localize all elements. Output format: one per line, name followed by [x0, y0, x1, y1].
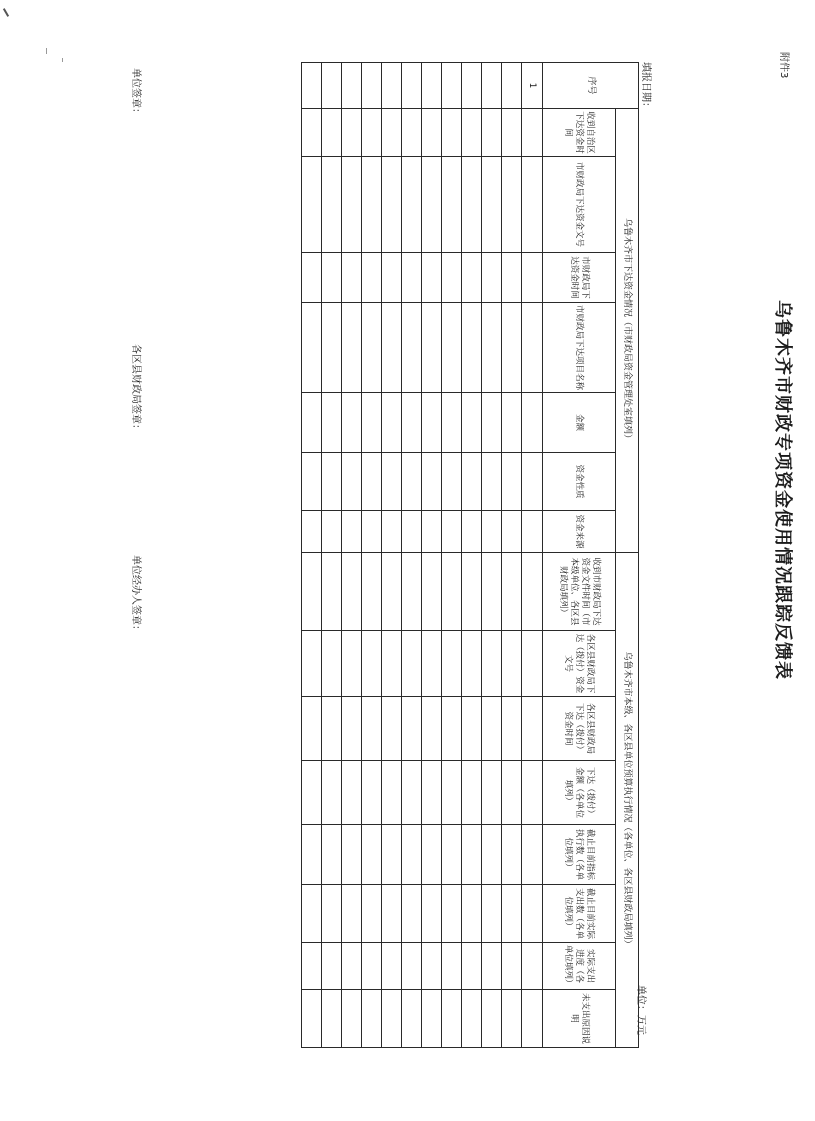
- table-cell[interactable]: [362, 943, 382, 990]
- unit-seal-label: 单位签章：: [130, 68, 141, 118]
- table-cell[interactable]: [462, 393, 482, 453]
- table-cell[interactable]: [362, 303, 382, 393]
- table-cell[interactable]: [502, 303, 522, 393]
- table-cell[interactable]: [362, 697, 382, 761]
- table-cell[interactable]: [482, 253, 502, 303]
- attachment-label: 附件3: [778, 52, 789, 79]
- table-cell[interactable]: [462, 109, 482, 157]
- table-cell[interactable]: [422, 631, 442, 697]
- table-cell[interactable]: [482, 697, 502, 761]
- table-cell[interactable]: [322, 761, 342, 825]
- table-cell[interactable]: [442, 825, 462, 885]
- table-cell[interactable]: [422, 109, 442, 157]
- table-cell[interactable]: [402, 393, 422, 453]
- table-cell[interactable]: [482, 511, 502, 553]
- table-cell[interactable]: [322, 157, 342, 253]
- table-cell[interactable]: [482, 453, 502, 511]
- seq-cell[interactable]: [422, 63, 442, 109]
- seq-cell[interactable]: [402, 63, 422, 109]
- table-cell[interactable]: [302, 157, 322, 253]
- table-cell[interactable]: [402, 825, 422, 885]
- column-header-row: [543, 63, 616, 1048]
- table-cell[interactable]: [462, 453, 482, 511]
- table-cell[interactable]: [402, 453, 422, 511]
- table-cell[interactable]: [322, 990, 342, 1048]
- table-cell[interactable]: [522, 303, 543, 393]
- column-header: 金额: [543, 393, 616, 453]
- column-header: 下达（拨付）金额（各单位填列）: [543, 761, 616, 825]
- table-cell[interactable]: [502, 393, 522, 453]
- table-cell[interactable]: [522, 825, 543, 885]
- table-cell[interactable]: [322, 553, 342, 631]
- table-cell[interactable]: [442, 885, 462, 943]
- table-cell[interactable]: [502, 157, 522, 253]
- table-cell[interactable]: [422, 553, 442, 631]
- table-cell[interactable]: [422, 393, 442, 453]
- table-cell[interactable]: [482, 885, 502, 943]
- table-cell[interactable]: [322, 943, 342, 990]
- table-cell[interactable]: [462, 990, 482, 1048]
- table-row: [422, 63, 442, 1048]
- table-cell[interactable]: [402, 303, 422, 393]
- table-cell[interactable]: [362, 990, 382, 1048]
- table-cell[interactable]: [342, 697, 362, 761]
- table-cell[interactable]: [362, 511, 382, 553]
- table-cell[interactable]: [342, 109, 362, 157]
- table-cell[interactable]: [382, 511, 402, 553]
- table-cell[interactable]: [502, 825, 522, 885]
- table-cell[interactable]: [382, 553, 402, 631]
- table-cell[interactable]: [442, 761, 462, 825]
- table-cell[interactable]: [382, 303, 402, 393]
- table-cell[interactable]: [402, 697, 422, 761]
- table-cell[interactable]: [522, 253, 543, 303]
- table-cell[interactable]: [442, 393, 462, 453]
- table-cell[interactable]: [382, 157, 402, 253]
- table-cell[interactable]: [362, 825, 382, 885]
- table-cell[interactable]: [382, 631, 402, 697]
- table-cell[interactable]: [462, 825, 482, 885]
- table-cell[interactable]: [482, 303, 502, 393]
- district-seal-label: 各区县财政局签章：: [130, 344, 141, 434]
- table-cell[interactable]: [422, 697, 442, 761]
- table-row: [382, 63, 402, 1048]
- table-cell[interactable]: [342, 943, 362, 990]
- table-cell[interactable]: [402, 990, 422, 1048]
- table-cell[interactable]: [422, 303, 442, 393]
- page-title: 乌鲁木齐市财政专项资金使用情况跟踪反馈表: [772, 300, 793, 680]
- table-cell[interactable]: [502, 109, 522, 157]
- table-cell[interactable]: [382, 990, 402, 1048]
- table-cell[interactable]: [342, 303, 362, 393]
- table-cell[interactable]: [362, 885, 382, 943]
- unit-label: 单位：万元: [635, 985, 646, 1035]
- table-cell[interactable]: [302, 553, 322, 631]
- table-cell[interactable]: [382, 393, 402, 453]
- table-cell[interactable]: [402, 553, 422, 631]
- table-cell[interactable]: [382, 825, 402, 885]
- fill-date-label: 填报日期：: [640, 62, 651, 112]
- table-cell[interactable]: [482, 109, 502, 157]
- table-cell[interactable]: [362, 453, 382, 511]
- table-cell[interactable]: [522, 511, 543, 553]
- scan-speck: [46, 48, 47, 54]
- table-cell[interactable]: [522, 157, 543, 253]
- table-cell[interactable]: [482, 631, 502, 697]
- table-cell[interactable]: [502, 990, 522, 1048]
- column-header: 市财政局下达资金时间: [543, 253, 616, 303]
- table-cell[interactable]: [322, 453, 342, 511]
- table-cell[interactable]: [442, 303, 462, 393]
- table-cell[interactable]: [442, 253, 462, 303]
- table-cell[interactable]: [462, 943, 482, 990]
- seq-cell[interactable]: [442, 63, 462, 109]
- column-header: 市财政局下达资金文号: [543, 157, 616, 253]
- table-cell[interactable]: [342, 511, 362, 553]
- table-cell[interactable]: [382, 885, 402, 943]
- table-cell[interactable]: [302, 761, 322, 825]
- table-cell[interactable]: [462, 697, 482, 761]
- table-cell[interactable]: [482, 157, 502, 253]
- table-body: [302, 63, 543, 1048]
- column-header: 收到市财政局下达资金文件时间（市本级单位、各区县财政局填列）: [543, 553, 616, 631]
- table-cell[interactable]: [462, 511, 482, 553]
- scan-speck: [62, 58, 63, 62]
- table-cell[interactable]: [302, 511, 322, 553]
- table-row: [302, 63, 322, 1048]
- table-cell[interactable]: [302, 943, 322, 990]
- handler-sign-label: 单位经办人签章：: [130, 555, 141, 635]
- table-row: [342, 63, 362, 1048]
- table-row: [462, 63, 482, 1048]
- table-cell[interactable]: [442, 943, 462, 990]
- table-cell[interactable]: [462, 303, 482, 393]
- table-cell[interactable]: [462, 885, 482, 943]
- table-cell[interactable]: [382, 697, 402, 761]
- column-header: 实际支出进度（各单位填列）: [543, 943, 616, 990]
- table-cell[interactable]: [422, 943, 442, 990]
- table-cell[interactable]: [422, 825, 442, 885]
- scan-mark: [3, 8, 9, 17]
- seq-header: 序号: [543, 63, 639, 109]
- table-cell[interactable]: [402, 109, 422, 157]
- table-cell[interactable]: [382, 253, 402, 303]
- table-cell[interactable]: [342, 885, 362, 943]
- table-cell[interactable]: [402, 157, 422, 253]
- table-cell[interactable]: [382, 453, 402, 511]
- table-cell[interactable]: [322, 393, 342, 453]
- table-cell[interactable]: [402, 943, 422, 990]
- table-cell[interactable]: [522, 631, 543, 697]
- table-cell[interactable]: [422, 253, 442, 303]
- table-cell[interactable]: [322, 109, 342, 157]
- table-cell[interactable]: [342, 553, 362, 631]
- table-cell[interactable]: [502, 943, 522, 990]
- table-cell[interactable]: [522, 109, 543, 157]
- table-cell[interactable]: [462, 157, 482, 253]
- table-cell[interactable]: [302, 990, 322, 1048]
- table-cell[interactable]: [362, 761, 382, 825]
- table-row: [482, 63, 502, 1048]
- table-cell[interactable]: [342, 761, 362, 825]
- table-cell[interactable]: [482, 825, 502, 885]
- seq-cell[interactable]: [502, 63, 522, 109]
- table-cell[interactable]: [502, 253, 522, 303]
- table-cell[interactable]: [442, 511, 462, 553]
- column-header: 未支出原因说明: [543, 990, 616, 1048]
- table-cell[interactable]: [362, 553, 382, 631]
- table-cell[interactable]: [362, 109, 382, 157]
- table-cell[interactable]: [302, 631, 322, 697]
- table-cell[interactable]: [522, 761, 543, 825]
- table-cell[interactable]: [522, 453, 543, 511]
- table-cell[interactable]: [322, 697, 342, 761]
- column-header: 资金性质: [543, 453, 616, 511]
- table-cell[interactable]: [442, 631, 462, 697]
- table-cell[interactable]: [342, 631, 362, 697]
- table-cell[interactable]: [422, 885, 442, 943]
- table-cell[interactable]: [362, 393, 382, 453]
- table-cell[interactable]: [402, 511, 422, 553]
- table-cell[interactable]: [322, 511, 342, 553]
- table-cell[interactable]: [342, 825, 362, 885]
- table-cell[interactable]: [522, 990, 543, 1048]
- table-row: [522, 63, 543, 1048]
- table-row: [402, 63, 422, 1048]
- table-cell[interactable]: [302, 393, 322, 453]
- seq-cell[interactable]: [382, 63, 402, 109]
- column-header: 各区县财政局下达（拨付）资金时间: [543, 697, 616, 761]
- table-cell[interactable]: [482, 393, 502, 453]
- table-cell[interactable]: [322, 825, 342, 885]
- table-cell[interactable]: [522, 885, 543, 943]
- table-cell[interactable]: [462, 631, 482, 697]
- table-cell[interactable]: [442, 109, 462, 157]
- table-cell[interactable]: [342, 453, 362, 511]
- table-cell[interactable]: [482, 761, 502, 825]
- column-header: 资金来源: [543, 511, 616, 553]
- seq-cell[interactable]: [362, 63, 382, 109]
- table-cell[interactable]: [342, 990, 362, 1048]
- group-header-district: 乌鲁木齐市本级、各区县单位预算执行情况（各单位、各区县财政局填列）: [616, 553, 639, 1048]
- table-cell[interactable]: [342, 393, 362, 453]
- column-header: 截止目前指标执行数（各单位填列）: [543, 825, 616, 885]
- table-cell[interactable]: [482, 943, 502, 990]
- table-cell[interactable]: [302, 825, 322, 885]
- seq-cell[interactable]: [462, 63, 482, 109]
- table-cell[interactable]: [402, 253, 422, 303]
- table-cell[interactable]: [502, 885, 522, 943]
- table-cell[interactable]: [462, 553, 482, 631]
- table-row: [502, 63, 522, 1048]
- table-cell[interactable]: [522, 553, 543, 631]
- table-cell[interactable]: [362, 157, 382, 253]
- table-cell[interactable]: [442, 453, 462, 511]
- table-cell[interactable]: [462, 253, 482, 303]
- table-cell[interactable]: [322, 303, 342, 393]
- seq-cell[interactable]: [482, 63, 502, 109]
- table-cell[interactable]: [442, 157, 462, 253]
- feedback-table: [301, 62, 639, 1048]
- table-cell[interactable]: [442, 553, 462, 631]
- table-cell[interactable]: [322, 885, 342, 943]
- seq-cell[interactable]: [322, 63, 342, 109]
- table-cell[interactable]: [342, 157, 362, 253]
- table-cell[interactable]: [442, 990, 462, 1048]
- table-cell[interactable]: [502, 453, 522, 511]
- table-cell[interactable]: [502, 511, 522, 553]
- table-cell[interactable]: [302, 109, 322, 157]
- table-cell[interactable]: [442, 697, 462, 761]
- table-cell[interactable]: [522, 393, 543, 453]
- table-cell[interactable]: [522, 943, 543, 990]
- table-cell[interactable]: [422, 511, 442, 553]
- table-row: [442, 63, 462, 1048]
- table-cell[interactable]: [402, 761, 422, 825]
- table-cell[interactable]: [522, 697, 543, 761]
- table-cell[interactable]: [302, 697, 322, 761]
- table-cell[interactable]: [382, 943, 402, 990]
- table-cell[interactable]: [322, 631, 342, 697]
- table-cell[interactable]: [302, 253, 322, 303]
- table-cell[interactable]: [482, 553, 502, 631]
- column-header: 市财政局下达项目名称: [543, 303, 616, 393]
- seq-cell[interactable]: 1: [522, 63, 543, 109]
- table-cell[interactable]: [302, 885, 322, 943]
- group-header-row: [616, 63, 639, 1048]
- table-cell[interactable]: [422, 453, 442, 511]
- table-cell[interactable]: [422, 990, 442, 1048]
- table-cell[interactable]: [302, 453, 322, 511]
- table-row: [322, 63, 342, 1048]
- column-header: 收到自治区下达资金时间: [543, 109, 616, 157]
- table-cell[interactable]: [322, 253, 342, 303]
- table-cell[interactable]: [502, 697, 522, 761]
- seq-cell[interactable]: [342, 63, 362, 109]
- table-cell[interactable]: [302, 303, 322, 393]
- table-cell[interactable]: [342, 253, 362, 303]
- table-cell[interactable]: [402, 885, 422, 943]
- table-cell[interactable]: [422, 157, 442, 253]
- table-cell[interactable]: [482, 990, 502, 1048]
- column-header: 各区县财政局下达（拨付）资金文号: [543, 631, 616, 697]
- table-cell[interactable]: [402, 631, 422, 697]
- table-cell[interactable]: [502, 761, 522, 825]
- table-cell[interactable]: [502, 553, 522, 631]
- table-cell[interactable]: [382, 109, 402, 157]
- table-cell[interactable]: [362, 631, 382, 697]
- table-cell[interactable]: [502, 631, 522, 697]
- column-header: 截止目前实际支出数（各单位填列）: [543, 885, 616, 943]
- table-cell[interactable]: [462, 761, 482, 825]
- table-row: [362, 63, 382, 1048]
- seq-cell[interactable]: [302, 63, 322, 109]
- table-cell[interactable]: [362, 253, 382, 303]
- group-header-city: 乌鲁木齐市下达资金情况（市财政局资金管理处室填列）: [616, 109, 639, 553]
- table-cell[interactable]: [382, 761, 402, 825]
- table-cell[interactable]: [422, 761, 442, 825]
